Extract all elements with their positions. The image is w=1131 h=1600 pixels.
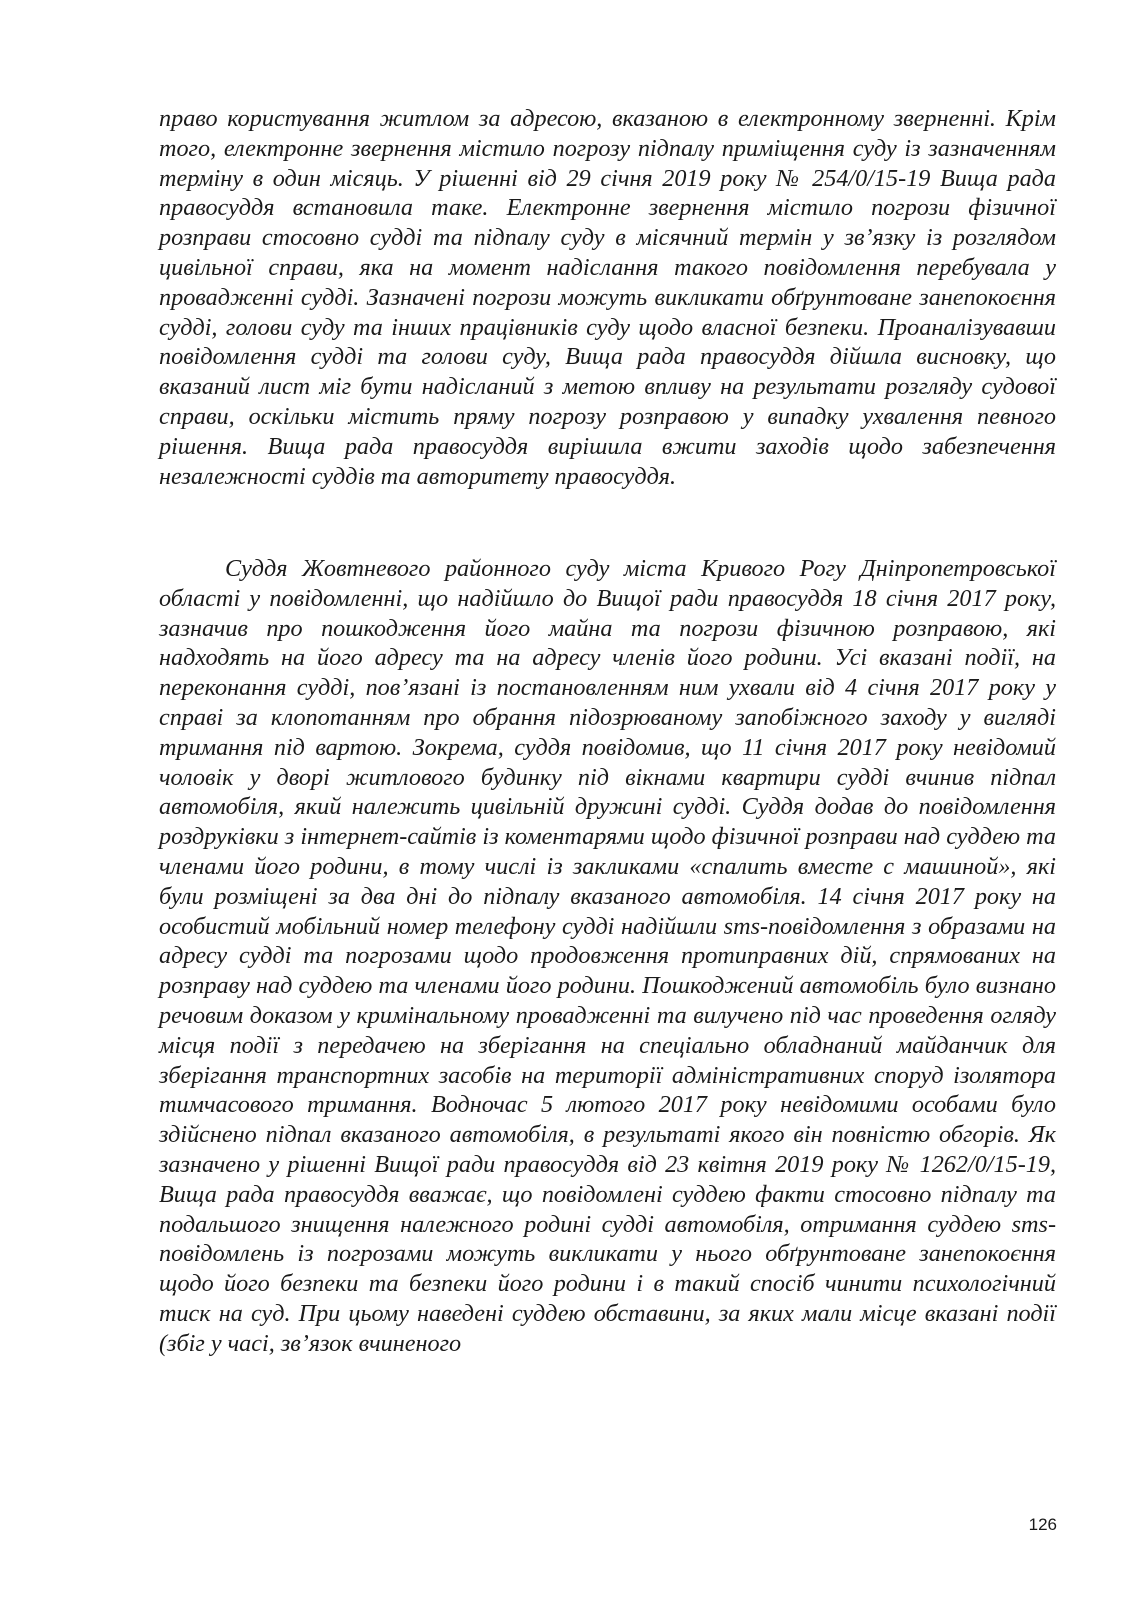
- page-number: 126: [1028, 1515, 1057, 1534]
- paragraph-continuation: право користування житлом за адресою, вказаною в електронному зверненні. Крім того, електронне звернення містило погрозу підпалу приміщення суду із зазначенням терміну в один місяць. У рішенні від 29 січня 2019 року № 254/0/15-19 Вища рада правосуддя встановила таке. Електронне звернення містило погрози фізичної розправи стосовно судді та підпалу суду в місячний термін у зв’язку із розглядом цивільної справи, яка на момент надіслання такого повідомлення перебувала у провадженні судді. Зазначені погрози можуть викликати обґрунтоване занепокоєння судді, голови суду та інших працівників суду щодо власної безпеки. Проаналізувавши повідомлення судді та голови суду, Вища рада правосуддя дійшла висновку, що вказаний лист міг бути надісланий з метою впливу на результати розгляду судової справи, оскільки містить пряму погрозу розправою у випадку ухвалення певного рішення. Вища рада правосуддя вирішила вжити заходів щодо забезпечення незалежності суддів та авторитету правосуддя.: [159, 105, 1056, 490]
- paragraph-judge-report: Суддя Жовтневого районного суду міста Кривого Рогу Дніпропетровської області у повідомленні, що надійшло до Вищої ради правосуддя 18 січня 2017 року, зазначив про пошкодження його майна та погрози фізичною розправою, які надходять на його адресу та на адресу членів його родини. Усі вказані події, на переконання судді, пов’язані із постановленням ним ухвали від 4 січня 2017 року у справі за клопотанням про обрання підозрюваному запобіжного заходу у вигляді тримання під вартою. Зокрема, суддя повідомив, що 11 січня 2017 року невідомий чоловік у дворі житлового будинку під вікнами квартири судді вчинив підпал автомобіля, який належить цивільній дружині судді. Суддя додав до повідомлення роздруківки з інтернет-сайтів із коментарями щодо фізичної розправи над суддею та членами його родини, в тому числі із закликами «спалить вместе с машиной», які були розміщені за два дні до підпалу вказаного автомобіля. 14 січня 2017 року на особистий мобільний номер телефону судді надійшли sms-повідомлення з образами на адресу судді та погрозами щодо продовження протиправних дій, спрямованих на розправу над суддею та членами його родини. Пошкоджений автомобіль було визнано речовим доказом у кримінальному провадженні та вилучено під час проведення огляду місця події з передачею на зберігання на спеціально обладнаний майданчик для зберігання транспортних засобів на території адміністративних споруд ізолятора тимчасового тримання. Водночас 5 лютого 2017 року невідомими особами було здійснено підпал вказаного автомобіля, в результаті якого він повністю обгорів. Як зазначено у рішенні Вищої ради правосуддя від 23 квітня 2019 року № 1262/0/15-19, Вища рада правосуддя вважає, що повідомлені суддею факти стосовно підпалу та подальшого знищення належного родині судді автомобіля, отримання суддею sms-повідомлень із погрозами можуть викликати у нього обґрунтоване занепокоєння щодо його безпеки та безпеки його родини і в такий спосіб чинити психологічний тиск на суд. При цьому наведені суддею обставини, за яких мали місце вказані події (збіг у часі, зв’язок вчиненого: [159, 555, 1056, 1357]
